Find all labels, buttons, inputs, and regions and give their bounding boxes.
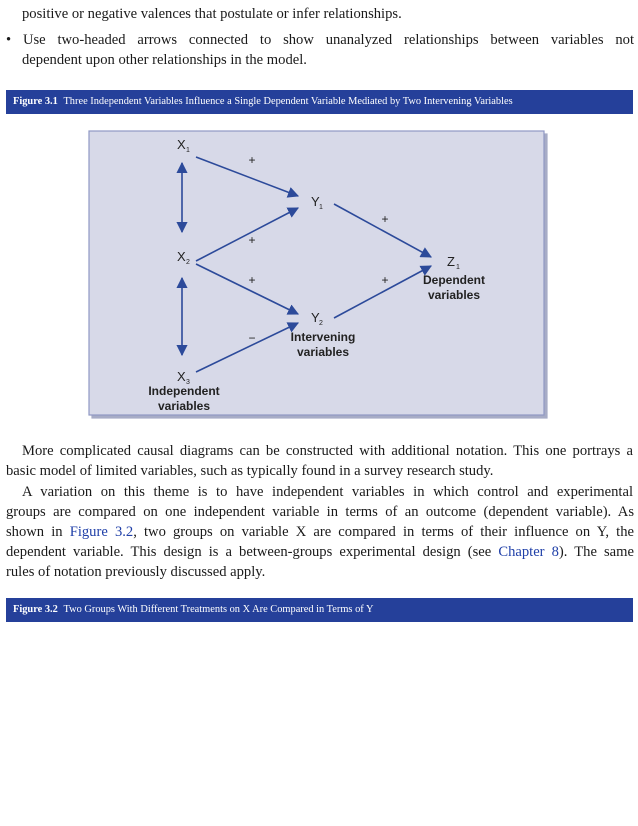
svg-text:1: 1 (456, 264, 460, 271)
text-fragment: dependent variable. This design is a between-groups experimental design (see (6, 544, 499, 560)
independent-label-line1: Independent (148, 384, 220, 398)
figure-caption-bar (6, 90, 633, 114)
text-line: basic model of limited variables, such as typically found in a survey research study. (6, 463, 494, 479)
text-fragment: ). The same (558, 544, 634, 560)
svg-text:X: X (177, 249, 186, 264)
text-fragment: , two groups on variable X are compared in terms of their influence on Y, the (133, 524, 634, 540)
figure-caption: Three Independent Variables Influence a Single Dependent Variable Mediated by Two Intervening Variables (63, 96, 513, 107)
paragraph-1-line1 (22, 441, 633, 461)
causal-diagram (88, 130, 549, 420)
text-line: • Use two-headed arrows connected to show unanalyzed relationships between variables not (6, 32, 634, 48)
dependent-label-line2: variables (427, 288, 481, 302)
bullet-item-line1 (6, 30, 634, 50)
svg-text:3: 3 (186, 379, 190, 386)
sign-x1-y1: + (248, 153, 256, 167)
svg-text:Y: Y (311, 194, 320, 209)
paragraph-2-line4 (6, 542, 634, 562)
sign-x2-y1: + (248, 233, 256, 247)
text-line: positive or negative valences that postulate or infer relationships. (22, 6, 402, 22)
paragraph-2-line5 (6, 562, 634, 582)
intervening-label-line1: Intervening (290, 330, 356, 344)
chapter-8-link[interactable]: Chapter 8 (498, 544, 559, 560)
sign-x2-y2: + (248, 273, 256, 287)
paragraph-2-line3 (6, 522, 634, 542)
figure-number: Figure 3.1 (13, 96, 58, 107)
continued-bullet-text (22, 4, 632, 24)
text-line: groups are compared on one independent variable in terms of an outcome (dependent variable). As (6, 504, 634, 520)
sign-y1-z1: + (381, 212, 389, 226)
svg-text:Z: Z (447, 254, 455, 269)
svg-text:X: X (177, 369, 186, 384)
text-line: dependent upon other relationships in the model. (22, 52, 307, 68)
text-line: A variation on this theme is to have independent variables in which control and experimental (22, 484, 633, 500)
svg-text:2: 2 (319, 320, 323, 327)
text-line: rules of notation previously discussed apply. (6, 564, 266, 580)
svg-text:Y: Y (311, 310, 320, 325)
bullet-item-line2 (22, 50, 632, 70)
svg-text:1: 1 (186, 147, 190, 154)
figure-caption: Two Groups With Different Treatments on X Are Compared in Terms of Y (63, 604, 374, 615)
figure-3-2-link[interactable]: Figure 3.2 (69, 524, 134, 540)
paragraph-1-line2 (6, 461, 634, 481)
sign-x3-y2: − (248, 331, 256, 345)
paragraph-2-line1 (22, 482, 633, 502)
intervening-label-line2: variables (296, 345, 350, 359)
svg-text:X: X (177, 137, 186, 152)
text-line: More complicated causal diagrams can be constructed with additional notation. This one portrays a (22, 443, 633, 459)
figure-caption-bar (6, 598, 633, 622)
sign-y2-z1: + (381, 273, 389, 287)
independent-label-line2: variables (157, 399, 211, 413)
figure-number: Figure 3.2 (13, 604, 58, 615)
dependent-label-line1: Dependent (422, 273, 486, 287)
paragraph-2-line2 (6, 502, 634, 522)
svg-text:1: 1 (319, 204, 323, 211)
text-fragment: shown in (6, 524, 70, 540)
svg-text:2: 2 (186, 259, 190, 266)
